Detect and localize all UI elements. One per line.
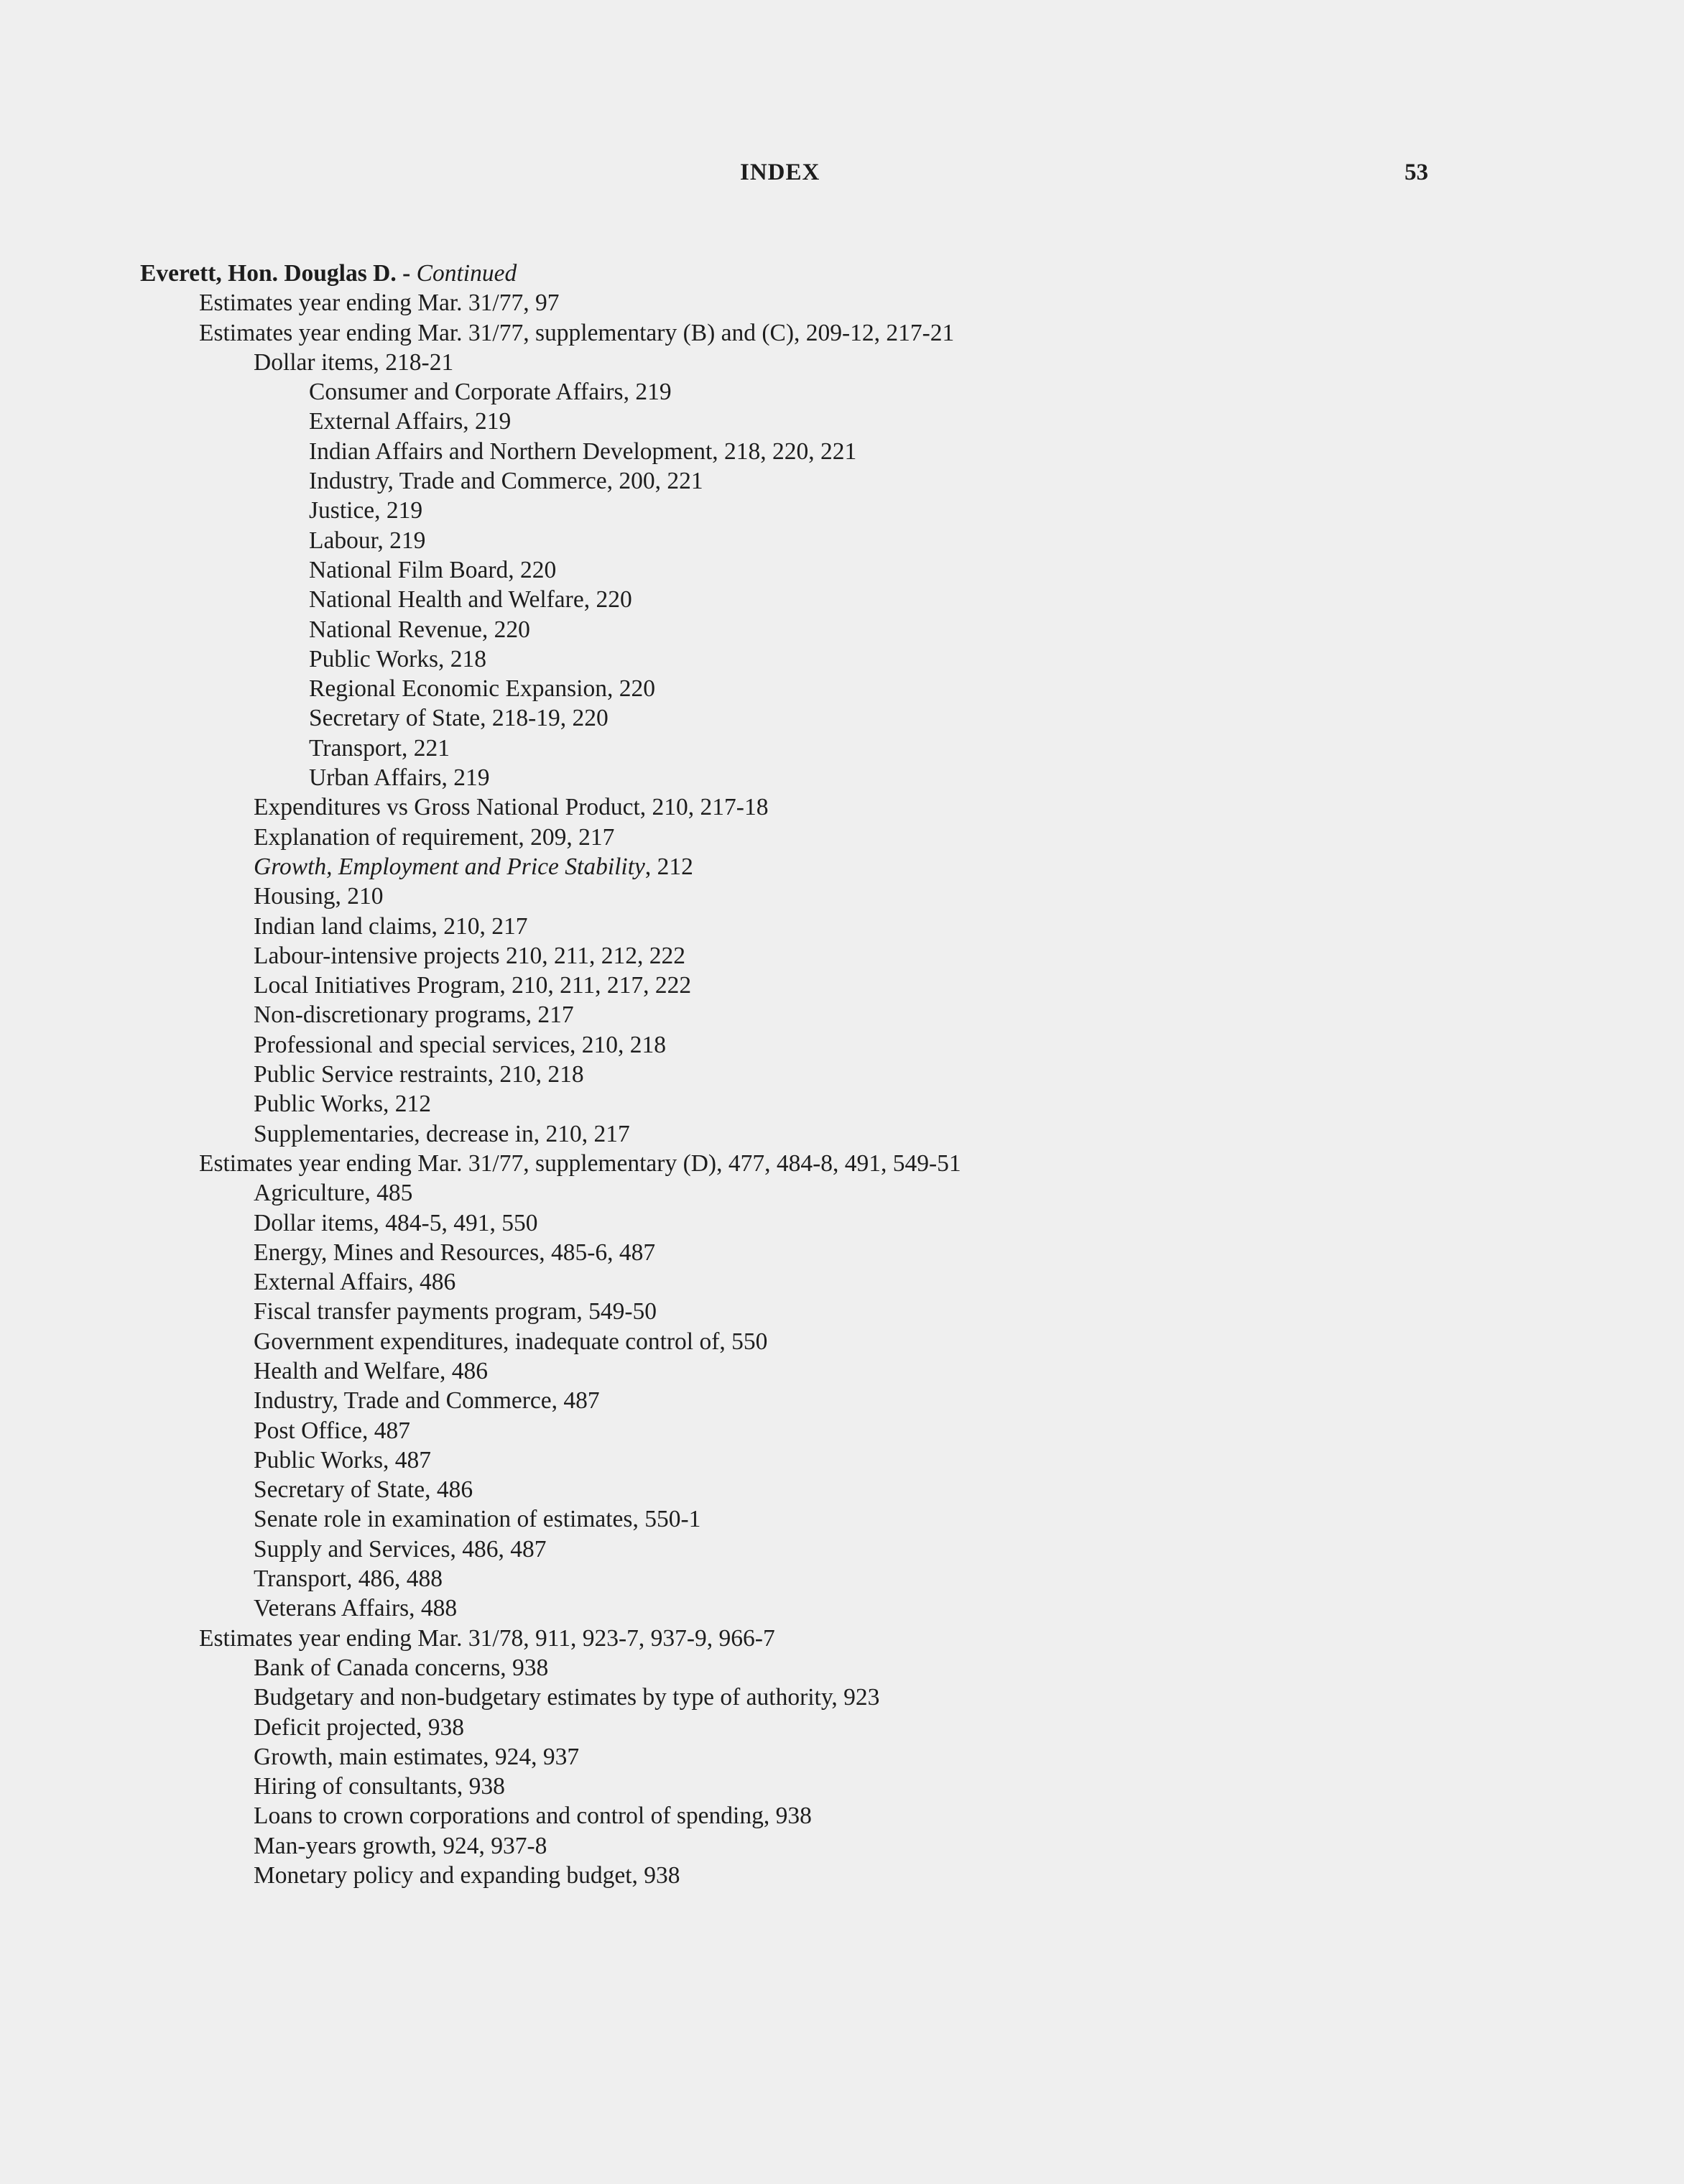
- index-line-text: Veterans Affairs, 488: [254, 1595, 458, 1622]
- index-line: [140, 1713, 1577, 1742]
- index-line: [140, 1000, 1577, 1029]
- index-line: [140, 882, 1577, 911]
- index-line-text: Dollar items, 484-5, 491, 550: [254, 1209, 538, 1236]
- index-line: [140, 1149, 1577, 1178]
- index-line-text: Supply and Services, 486, 487: [254, 1535, 547, 1563]
- index-line: [140, 1742, 1577, 1772]
- index-line: [140, 377, 1577, 407]
- index-line: [140, 526, 1577, 555]
- entry-name: Everett, Hon. Douglas D.: [140, 260, 397, 287]
- index-line-text: Labour, 219: [309, 527, 426, 554]
- index-line: [140, 1831, 1577, 1861]
- index-line: [140, 912, 1577, 941]
- index-line-text: Indian land claims, 210, 217: [254, 912, 528, 940]
- index-line: [140, 615, 1577, 644]
- index-line-text: Hiring of consultants, 938: [254, 1773, 505, 1800]
- entry-separator: -: [396, 260, 417, 287]
- index-line: [140, 734, 1577, 763]
- index-line: [140, 1624, 1577, 1653]
- index-line: [140, 585, 1577, 614]
- index-line-text: Transport, 486, 488: [254, 1565, 443, 1593]
- index-lines: [140, 288, 1577, 1890]
- index-line-text: Indian Affairs and Northern Development, 218, 220, 221: [309, 438, 857, 465]
- index-line: [140, 466, 1577, 496]
- index-line-text: Energy, Mines and Resources, 485-6, 487: [254, 1239, 656, 1266]
- index-line-text: Professional and special services, 210, 218: [254, 1031, 667, 1058]
- index-line: [140, 1119, 1577, 1149]
- index-line: [140, 555, 1577, 585]
- index-line: [140, 1801, 1577, 1831]
- index-line-text: Transport, 221: [309, 734, 450, 762]
- index-line-text: Public Works, 212: [254, 1091, 432, 1118]
- index-line: [140, 1386, 1577, 1415]
- index-line: [140, 437, 1577, 466]
- index-line-text: Post Office, 487: [254, 1417, 411, 1444]
- index-line-text: Urban Affairs, 219: [309, 764, 490, 792]
- index-line-text: Public Works, 487: [254, 1446, 432, 1473]
- index-line-text: Regional Economic Expansion, 220: [309, 675, 655, 703]
- index-line-text: Expenditures vs Gross National Product, 210, 217-18: [254, 794, 769, 821]
- index-line-text: Secretary of State, 218-19, 220: [309, 705, 609, 732]
- index-line: [140, 1535, 1577, 1564]
- index-line: [140, 288, 1577, 318]
- page-number: 53: [1405, 159, 1428, 185]
- index-line: [140, 703, 1577, 733]
- index-line-text: Growth, main estimates, 924, 937: [254, 1743, 580, 1770]
- index-line-text: National Health and Welfare, 220: [309, 586, 632, 614]
- index-line-text: Growth, Employment and Price Stability: [254, 853, 645, 880]
- index-line-text: National Revenue, 220: [309, 616, 530, 643]
- index-body: [140, 259, 1577, 1890]
- index-line: [140, 763, 1577, 792]
- index-line-text: Dollar items, 218-21: [254, 348, 454, 376]
- index-line-text: Senate role in examination of estimates, 550-1: [254, 1506, 701, 1533]
- index-line: [140, 1356, 1577, 1386]
- index-line: [140, 1238, 1577, 1267]
- index-line: [140, 823, 1577, 852]
- index-line-text: Industry, Trade and Commerce, 487: [254, 1387, 600, 1415]
- index-line: [140, 644, 1577, 674]
- index-line: [140, 1504, 1577, 1534]
- index-line: [140, 792, 1577, 822]
- index-line-text: Public Service restraints, 210, 218: [254, 1061, 584, 1088]
- index-line: [140, 1445, 1577, 1475]
- index-line-text: Estimates year ending Mar. 31/77, 97: [199, 290, 560, 317]
- index-line: [140, 852, 1577, 882]
- index-line-text: Local Initiatives Program, 210, 211, 217, 222: [254, 972, 692, 999]
- index-line: [140, 1861, 1577, 1890]
- index-line-text: Deficit projected, 938: [254, 1713, 465, 1741]
- index-line-text: Labour-intensive projects 210, 211, 212, 222: [254, 942, 685, 969]
- index-line-text: Agriculture, 485: [254, 1180, 413, 1207]
- index-line: [140, 1327, 1577, 1356]
- index-line: [140, 1475, 1577, 1504]
- index-line-text: Fiscal transfer payments program, 549-50: [254, 1298, 657, 1325]
- index-line: [140, 348, 1577, 377]
- index-line: [140, 1653, 1577, 1683]
- index-line-text: Health and Welfare, 486: [254, 1357, 488, 1384]
- index-line: [140, 1683, 1577, 1712]
- index-line: [140, 1089, 1577, 1119]
- index-line-text: Non-discretionary programs, 217: [254, 1001, 574, 1029]
- index-line-text: Explanation of requirement, 209, 217: [254, 823, 615, 851]
- index-line: [140, 1178, 1577, 1208]
- index-line-text: Housing, 210: [254, 883, 384, 910]
- index-line-text: Loans to crown corporations and control of spending, 938: [254, 1803, 812, 1830]
- entry-continued: Continued: [416, 260, 517, 287]
- index-line-pages: , 212: [644, 853, 693, 880]
- index-line: [140, 1593, 1577, 1623]
- page-title: INDEX: [740, 159, 820, 185]
- index-line-text: Estimates year ending Mar. 31/78, 911, 923-7, 937-9, 966-7: [199, 1624, 775, 1652]
- index-line: [140, 407, 1577, 436]
- index-line-text: National Film Board, 220: [309, 556, 557, 583]
- index-line: [140, 1267, 1577, 1297]
- index-line-text: Budgetary and non-budgetary estimates by type of authority, 923: [254, 1684, 880, 1711]
- index-line: [140, 971, 1577, 1000]
- index-line-text: Supplementaries, decrease in, 210, 217: [254, 1120, 630, 1147]
- index-line-text: Public Works, 218: [309, 645, 487, 672]
- index-line: [140, 1208, 1577, 1238]
- index-line-text: Government expenditures, inadequate control of, 550: [254, 1328, 768, 1355]
- index-line-text: External Affairs, 486: [254, 1269, 456, 1296]
- index-line: [140, 1772, 1577, 1801]
- index-line-text: External Affairs, 219: [309, 408, 512, 435]
- index-line: [140, 1297, 1577, 1326]
- index-line-text: Bank of Canada concerns, 938: [254, 1654, 549, 1681]
- index-line-text: Consumer and Corporate Affairs, 219: [309, 379, 672, 406]
- index-entry-heading: [140, 259, 1577, 288]
- index-line: [140, 1564, 1577, 1593]
- index-line-text: Man-years growth, 924, 937-8: [254, 1832, 547, 1859]
- index-line-text: Estimates year ending Mar. 31/77, supplementary (B) and (C), 209-12, 217-21: [199, 319, 955, 346]
- index-line: [140, 674, 1577, 703]
- index-line-text: Justice, 219: [309, 497, 423, 524]
- index-line: [140, 318, 1577, 348]
- index-line: [140, 1416, 1577, 1445]
- index-line: [140, 1030, 1577, 1060]
- index-line-text: Secretary of State, 486: [254, 1476, 473, 1504]
- index-line: [140, 496, 1577, 525]
- index-line: [140, 1060, 1577, 1089]
- index-line-text: Industry, Trade and Commerce, 200, 221: [309, 468, 703, 495]
- index-line-text: Monetary policy and expanding budget, 938: [254, 1862, 680, 1889]
- index-line: [140, 941, 1577, 971]
- index-line-text: Estimates year ending Mar. 31/77, supplementary (D), 477, 484-8, 491, 549-51: [199, 1149, 961, 1177]
